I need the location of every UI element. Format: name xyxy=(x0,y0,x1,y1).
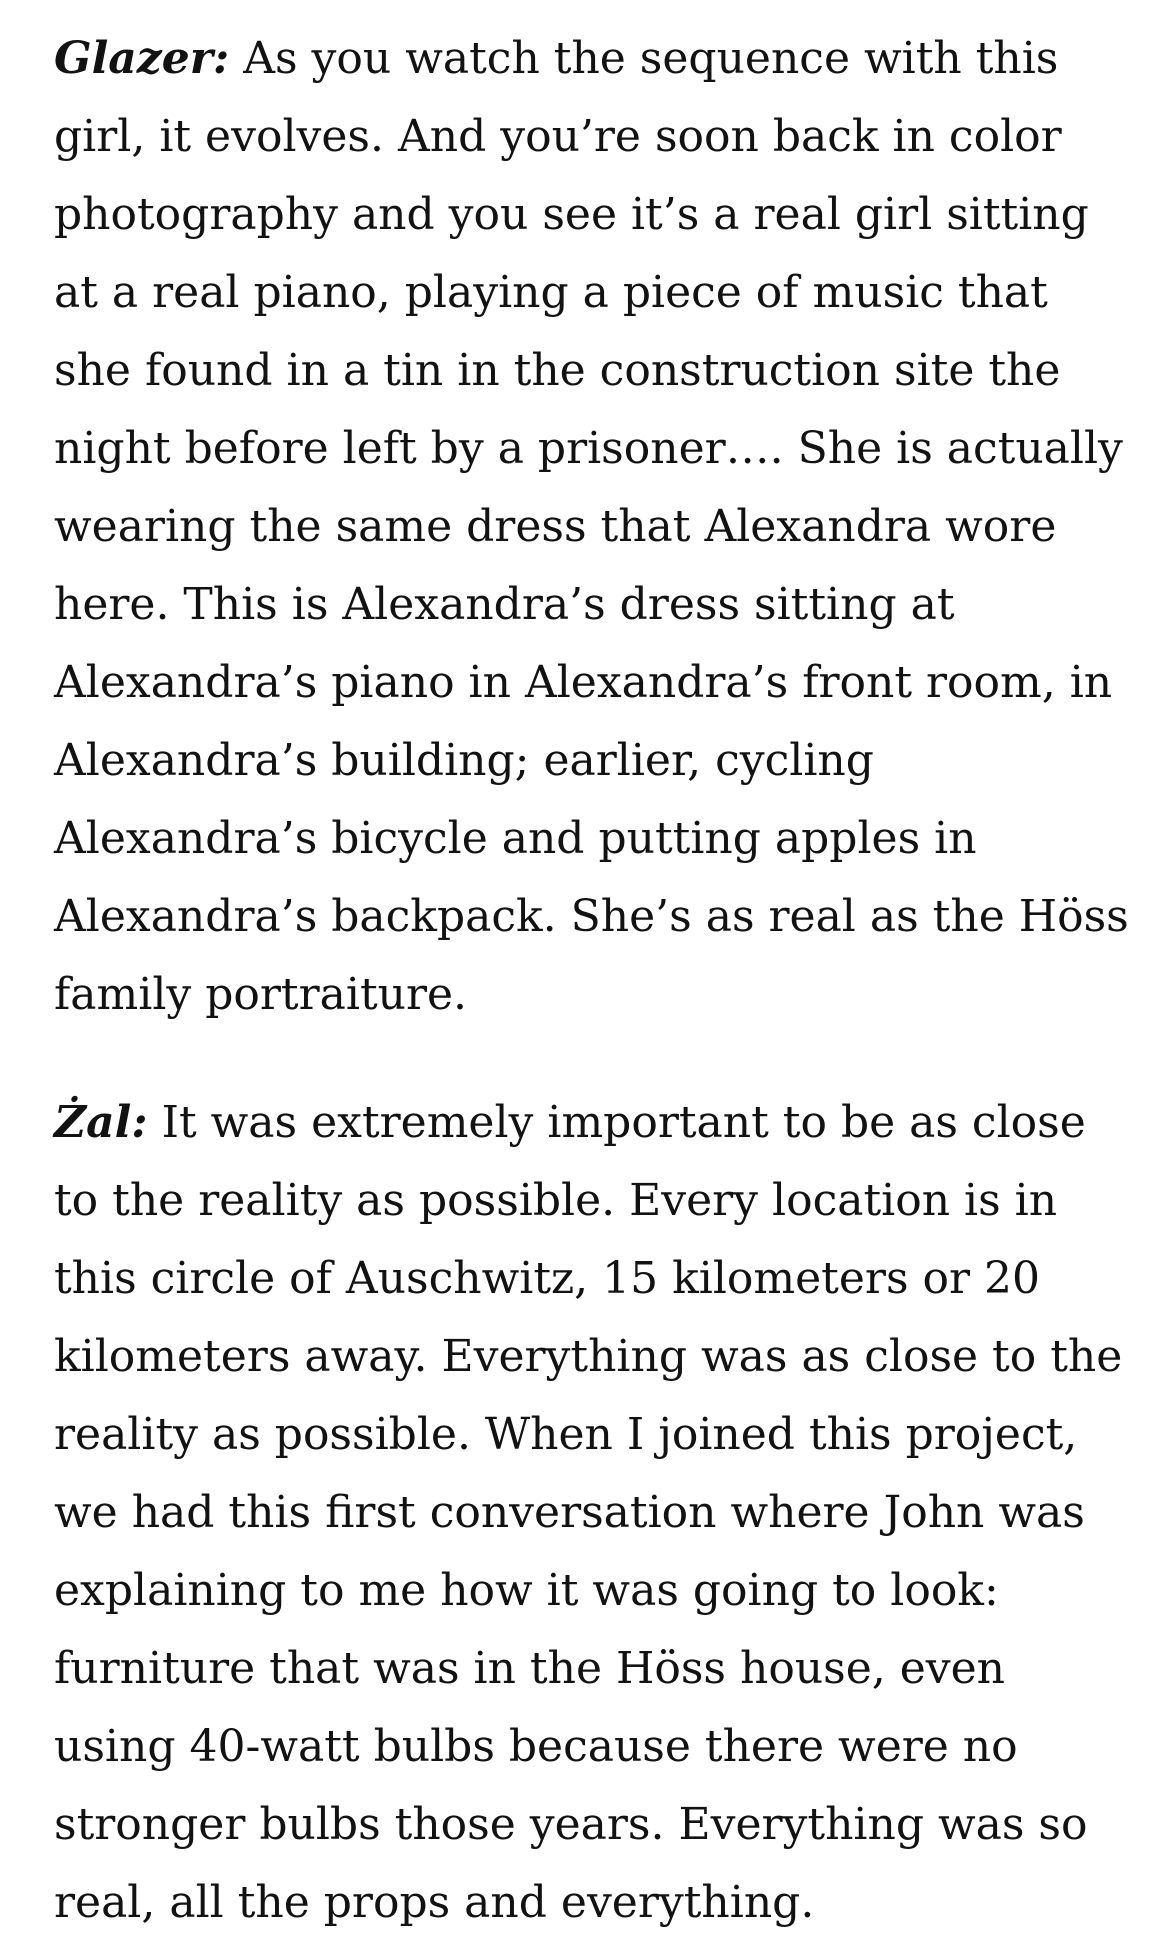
article-body xyxy=(54,0,1134,1942)
interview-paragraph-glazer xyxy=(54,0,1134,1034)
paragraph-text: As you watch the sequence with this girl, it evolves. And you’re soon back in color photography and you see it’s a real girl sitting at a real piano, playing a piece of music that she found in a tin in the construction site the night before left by a prisoner…. She is actually wearing the same dress that Alexandra wore here. This is Alexandra’s dress sitting at Alexandra’s piano in Alexandra’s front room, in Alexandra’s building; earlier, cycling Alexandra’s bicycle and putting apples in Alexandra’s backpack. She’s as real as the Höss family portraiture. xyxy=(54,33,1129,1020)
paragraph-text: It was extremely important to be as close to the reality as possible. Every location is in this circle of Auschwitz, 15 kilometers or 20 kilometers away. Everything was as close to the reality as possible. When I joined this project, we had this first conversation where John was explaining to me how it was going to look: furniture that was in the Höss house, even using 40-watt bulbs because there were no stronger bulbs those years. Everything was so real, all the props and everything. xyxy=(54,1097,1123,1928)
speaker-name: Żal: xyxy=(54,1097,148,1148)
speaker-name: Glazer: xyxy=(54,33,230,84)
interview-paragraph-zal xyxy=(54,1084,1134,1942)
